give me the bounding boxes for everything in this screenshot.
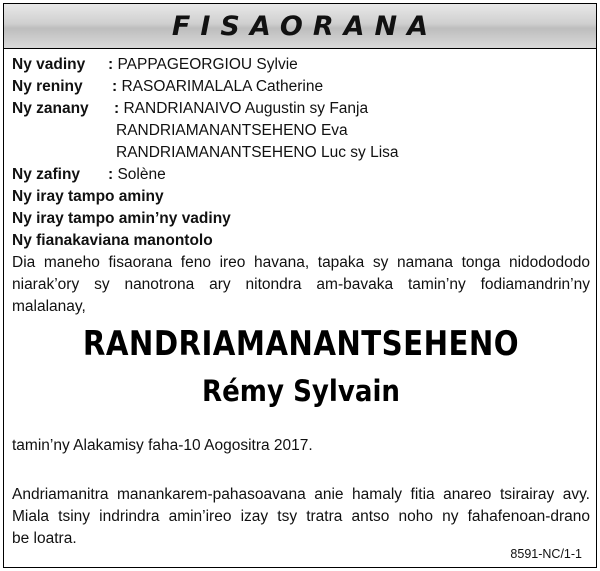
group-line: Ny iray tampo aminy <box>12 188 164 205</box>
family-name: RANDRIAMANANTSEHENO Eva <box>116 122 348 139</box>
notice-title: FISAORANA <box>171 10 439 42</box>
family-name: RANDRIANAIVO Augustin sy Fanja <box>123 100 369 117</box>
closing-line: be loatra. <box>12 530 77 547</box>
family-label: Ny vadiny <box>12 56 86 73</box>
family-name: PAPPAGEORGIOU Sylvie <box>117 56 298 73</box>
intro-line: niarak’ory sy nanotrona ary nitondra am-bavaka tamin’ny fodiamandrin’ny malalanay, <box>12 276 590 315</box>
family-row-children: Ny zanany : RANDRIANAIVO Augustin sy Fanja <box>12 98 590 120</box>
family-label: Ny zanany <box>12 100 89 117</box>
family-row-spouse: Ny vadiny : PAPPAGEORGIOU Sylvie <box>12 54 590 76</box>
family-row-grandchildren: Ny zafiny : Solène <box>12 164 590 186</box>
family-label: Ny reniny <box>12 78 83 95</box>
family-row-mother: Ny reniny : RASOARIMALALA Catherine <box>12 76 590 98</box>
notice-header <box>4 4 596 49</box>
family-label: Ny zafiny <box>12 166 81 183</box>
family-name: Solène <box>117 166 166 183</box>
reference-code: 8591-NC/1-1 <box>510 547 582 561</box>
closing-text <box>12 484 590 550</box>
group-line: Ny fianakaviana manontolo <box>12 232 213 249</box>
date-line: tamin’ny Alakamisy faha-10 Aogositra 2017. <box>12 437 313 454</box>
deceased-given-names: Rémy Sylvain <box>201 374 400 408</box>
closing-line: Miala tsiny indrindra amin’ireo izay tsy tratra antso noho ny fahafenoan-drano <box>12 508 590 525</box>
obituary-notice <box>3 3 597 568</box>
deceased-surname: RANDRIAMANANTSEHENO <box>82 324 520 364</box>
family-name: RASOARIMALALA Catherine <box>121 78 324 95</box>
closing-line: Andriamanitra manankarem-pahasoavana anie hamaly fitia anareo tsirairay avy. <box>12 486 590 503</box>
family-name: RANDRIAMANANTSEHENO Luc sy Lisa <box>116 144 399 161</box>
intro-line: Dia maneho fisaorana feno ireo havana, tapaka sy namana tonga nidodododo <box>12 254 590 271</box>
group-line: Ny iray tampo amin’ny vadiny <box>12 210 231 227</box>
notice-body <box>12 54 590 318</box>
